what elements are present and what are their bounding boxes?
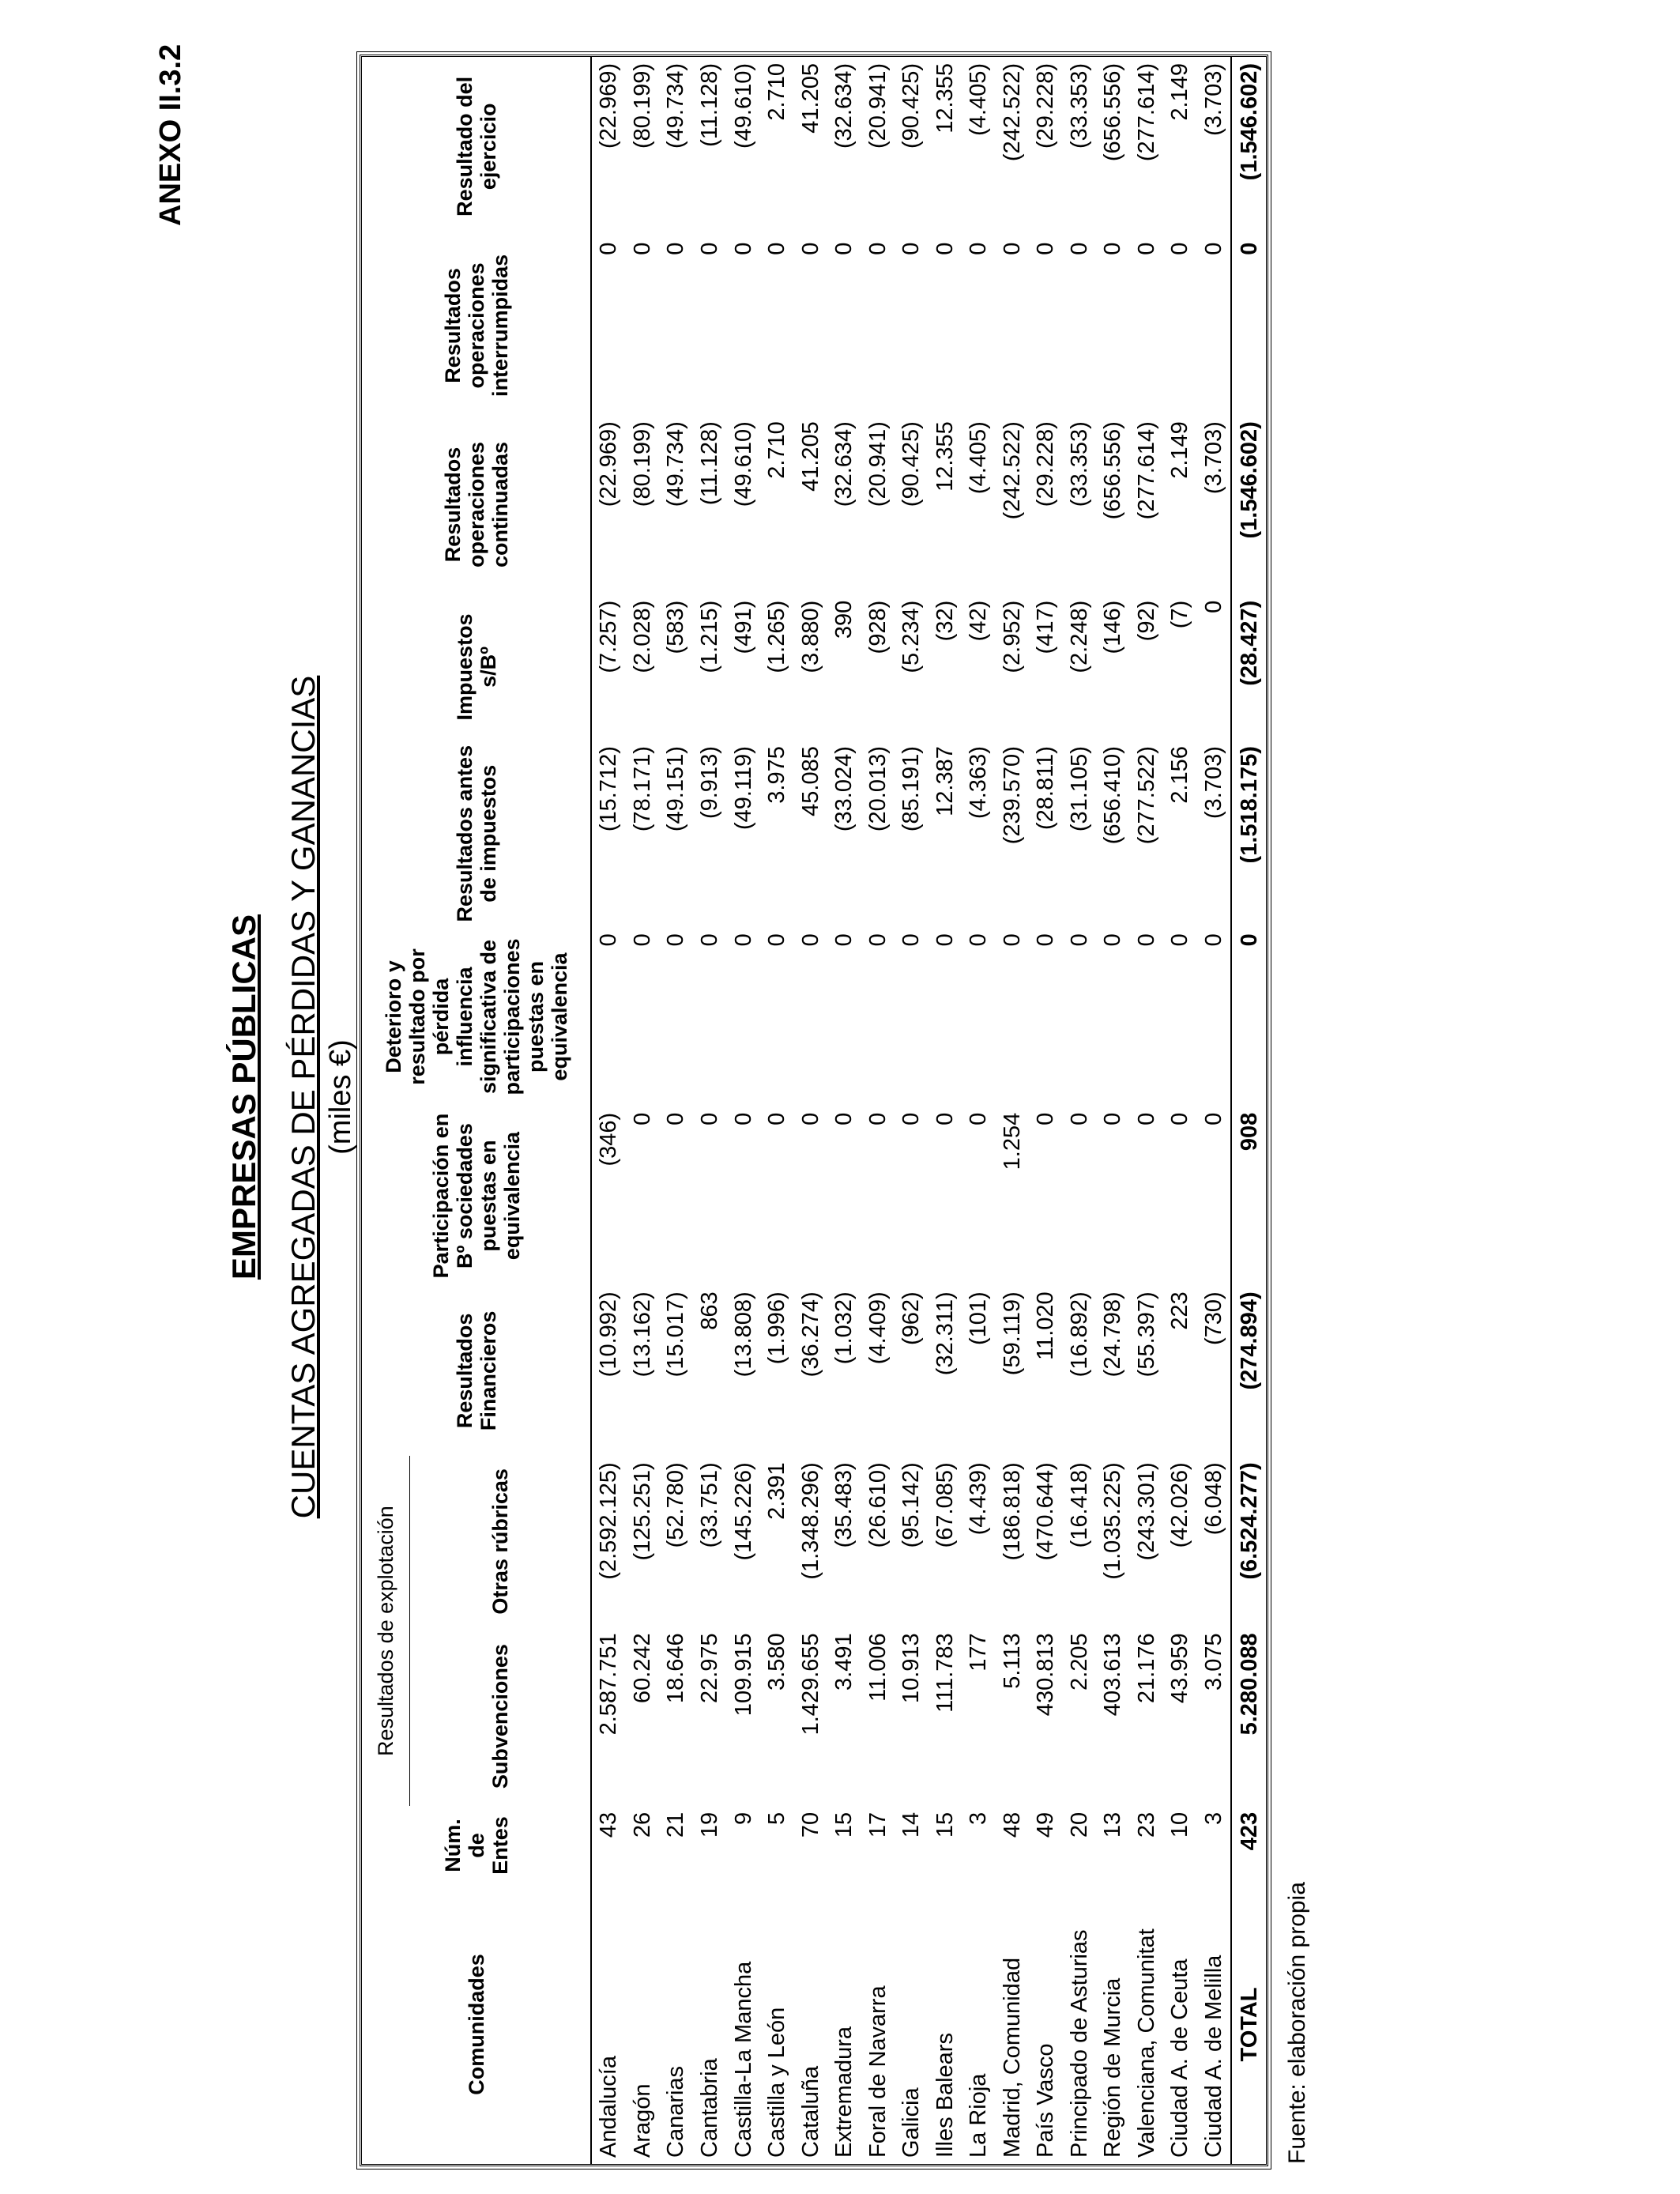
- header-interrumpidas: Resultados operaciones interrumpidas: [362, 236, 591, 416]
- cell-value: (470.644): [1033, 1462, 1059, 1561]
- cell-value: (85.191): [898, 746, 925, 832]
- header-continuadas: Resultados operaciones continuadas: [362, 415, 591, 594]
- cell-value: 0: [966, 1112, 992, 1125]
- cell-value: (1.348.296): [797, 1462, 823, 1580]
- cell-value: 0: [831, 1112, 857, 1125]
- cell-value: (42): [966, 600, 992, 642]
- cell-value: (33.024): [831, 746, 857, 832]
- cell-value: 22.975: [696, 1633, 722, 1704]
- cell-value: 19: [696, 1811, 722, 1838]
- cell-value: 2.587.751: [596, 1633, 622, 1736]
- cell-value: (55.397): [1133, 1291, 1159, 1378]
- cell-value: 423: [1231, 1806, 1266, 1885]
- cell-value: 0: [663, 1112, 689, 1125]
- cell-value: 0: [932, 242, 958, 255]
- cell-value: 0: [696, 933, 722, 947]
- cell-value: 10: [1167, 1811, 1193, 1838]
- table-row: [1062, 57, 1096, 2164]
- cell-value: 0: [999, 933, 1025, 947]
- cell-value: (16.418): [1066, 1462, 1092, 1548]
- table-row: [827, 57, 861, 2164]
- source-note: Fuente: elaboración propia: [1284, 1882, 1310, 2164]
- cell-value: 14: [898, 1811, 925, 1838]
- cell-value: 0: [730, 933, 756, 947]
- cell-value: (1.546.602): [1231, 57, 1266, 236]
- cell-value: (3.703): [1200, 421, 1226, 495]
- cell-value: (10.992): [596, 1291, 622, 1378]
- cell-value: 0: [1033, 242, 1059, 255]
- cell-value: (32.634): [831, 63, 857, 149]
- cell-value: (33.751): [696, 1462, 722, 1548]
- table-row: [995, 57, 1029, 2164]
- cell-value: 0: [1033, 1112, 1059, 1125]
- cell-value: (28.811): [1033, 746, 1059, 831]
- cell-value: (32): [932, 600, 958, 642]
- cell-value: 0: [696, 1112, 722, 1125]
- cell-value: (90.425): [898, 63, 925, 149]
- cell-value: (59.119): [999, 1291, 1025, 1376]
- cell-value: 12.355: [932, 421, 958, 492]
- cell-value: (243.301): [1133, 1462, 1159, 1561]
- cell-value: 43: [596, 1811, 622, 1838]
- cell-value: 863: [696, 1291, 722, 1330]
- cell-value: 0: [629, 1112, 655, 1125]
- cell-value: (33.353): [1066, 63, 1092, 149]
- cell-value: (49.734): [663, 421, 689, 507]
- row-name: Canarias: [663, 2065, 689, 2158]
- page-title: EMPRESAS PÚBLICAS: [225, 914, 262, 1280]
- cell-value: (2.028): [629, 600, 655, 673]
- cell-value: (2.592.125): [596, 1462, 622, 1580]
- cell-value: 0: [730, 242, 756, 255]
- cell-value: 3.975: [764, 746, 790, 804]
- cell-value: (242.522): [999, 421, 1025, 520]
- table-row: [693, 57, 727, 2164]
- cell-value: 0: [1231, 927, 1266, 1106]
- cell-value: 0: [1167, 242, 1193, 255]
- cell-value: (5.234): [898, 600, 925, 673]
- row-name: País Vasco: [1033, 2043, 1059, 2158]
- cell-value: (1.265): [764, 600, 790, 673]
- header-impuestos: Impuestos s/Bº: [362, 594, 591, 740]
- row-name: Aragón: [629, 2083, 655, 2158]
- cell-value: (29.228): [1033, 421, 1059, 507]
- cell-value: (730): [1200, 1291, 1226, 1346]
- cell-value: 111.783: [932, 1633, 958, 1713]
- cell-value: 0: [831, 242, 857, 255]
- cell-value: (277.614): [1133, 421, 1159, 520]
- cell-value: 1.429.655: [797, 1633, 823, 1736]
- cell-value: 0: [864, 1112, 891, 1125]
- cell-value: 0: [797, 1112, 823, 1125]
- cell-value: 0: [696, 242, 722, 255]
- cell-value: (6.048): [1200, 1462, 1226, 1536]
- cell-value: (101): [966, 1291, 992, 1346]
- cell-value: (49.734): [663, 63, 689, 149]
- cell-value: (346): [596, 1112, 622, 1167]
- cell-value: (42.026): [1167, 1462, 1193, 1548]
- cell-value: (80.199): [629, 421, 655, 507]
- header-num-entes: Núm. de Entes: [362, 1806, 591, 1885]
- cell-value: 15: [932, 1811, 958, 1838]
- cell-value: (1.518.175): [1231, 740, 1266, 927]
- cell-value: (24.798): [1100, 1291, 1126, 1378]
- cell-value: 908: [1231, 1106, 1266, 1286]
- cell-value: (67.085): [932, 1462, 958, 1548]
- cell-value: 12.387: [932, 746, 958, 816]
- cell-value: (962): [898, 1291, 925, 1346]
- cell-value: 41.205: [797, 63, 823, 134]
- cell-value: 21: [663, 1811, 689, 1838]
- cell-value: (15.017): [663, 1291, 689, 1378]
- cell-value: (49.119): [730, 746, 756, 831]
- cell-value: 0: [831, 933, 857, 947]
- cell-value: 2.710: [764, 63, 790, 121]
- cell-value: 0: [1167, 1112, 1193, 1125]
- header-group-explotacion: Resultados de explotación: [362, 1456, 409, 1806]
- table-row: [1096, 57, 1130, 2164]
- cell-value: (90.425): [898, 421, 925, 507]
- cell-value: 43.959: [1167, 1633, 1193, 1704]
- cell-value: 0: [1231, 236, 1266, 416]
- cell-value: (95.142): [898, 1462, 925, 1548]
- cell-value: 0: [730, 1112, 756, 1125]
- cell-value: 2.391: [764, 1462, 790, 1520]
- cell-value: (1.215): [696, 600, 722, 673]
- cell-value: (16.892): [1066, 1291, 1092, 1378]
- cell-value: (29.228): [1033, 63, 1059, 149]
- cell-value: 109.915: [730, 1633, 756, 1717]
- cell-value: (49.610): [730, 421, 756, 507]
- cell-value: 10.913: [898, 1633, 925, 1704]
- cell-value: 48: [999, 1811, 1025, 1838]
- cell-value: (3.703): [1200, 63, 1226, 136]
- table-row: [1163, 57, 1197, 2164]
- cell-value: (7): [1167, 600, 1193, 629]
- table-row: [861, 57, 895, 2164]
- row-name: Cantabria: [696, 2058, 722, 2158]
- cell-value: 60.242: [629, 1633, 655, 1704]
- cell-value: 0: [1133, 1112, 1159, 1125]
- cell-value: (277.522): [1133, 746, 1159, 845]
- cell-value: (491): [730, 600, 756, 654]
- row-name: Ciudad A. de Ceuta: [1167, 1958, 1193, 2158]
- cell-value: (4.405): [966, 63, 992, 136]
- cell-value: 0: [966, 242, 992, 255]
- cell-value: 2.149: [1167, 421, 1193, 479]
- cell-value: 3: [966, 1811, 992, 1826]
- cell-value: 0: [898, 242, 925, 255]
- cell-value: 0: [764, 242, 790, 255]
- table-row: [1196, 57, 1231, 2164]
- cell-value: 223: [1167, 1291, 1193, 1330]
- cell-value: 0: [932, 1112, 958, 1125]
- page-subtitle: CUENTAS AGREGADAS DE PÉRDIDAS Y GANANCIAS: [284, 675, 322, 1519]
- cell-value: 430.813: [1033, 1633, 1059, 1717]
- header-otras: Otras rúbricas: [409, 1456, 591, 1627]
- cell-value: 0: [663, 933, 689, 947]
- cell-value: 0: [898, 933, 925, 947]
- row-name: Foral de Navarra: [864, 1985, 891, 2158]
- cell-value: 0: [1133, 242, 1159, 255]
- cell-value: (9.913): [696, 746, 722, 820]
- cell-value: 0: [1200, 933, 1226, 947]
- header-subvenciones: Subvenciones: [409, 1627, 591, 1806]
- cell-value: 0: [864, 933, 891, 947]
- table-frame: [360, 55, 1268, 2166]
- cell-value: (11.128): [696, 63, 722, 147]
- cell-value: 0: [1066, 242, 1092, 255]
- cell-value: (4.439): [966, 1462, 992, 1536]
- cell-value: (20.941): [864, 63, 891, 149]
- cell-value: (242.522): [999, 63, 1025, 162]
- cell-value: 23: [1133, 1811, 1159, 1838]
- cell-value: (49.610): [730, 63, 756, 149]
- row-name: Principado de Asturias: [1066, 1929, 1092, 2158]
- row-name: Illes Balears: [932, 2033, 958, 2158]
- cell-value: (4.405): [966, 421, 992, 495]
- cell-value: (3.703): [1200, 746, 1226, 820]
- cell-value: (239.570): [999, 746, 1025, 845]
- table-row: [726, 57, 760, 2164]
- cell-value: (2.952): [999, 600, 1025, 673]
- cell-value: 2.149: [1167, 63, 1193, 121]
- header-participacion: Participación en Bº sociedades puestas en equivalencia: [362, 1106, 591, 1286]
- cell-value: 0: [1200, 242, 1226, 255]
- cell-value: (7.257): [596, 600, 622, 673]
- cell-value: (15.712): [596, 746, 622, 832]
- cell-value: 45.085: [797, 746, 823, 816]
- cell-value: 5.113: [999, 1633, 1025, 1689]
- row-name: Galicia: [898, 2087, 925, 2158]
- cell-value: 0: [764, 933, 790, 947]
- cell-value: 0: [663, 242, 689, 255]
- cell-value: 0: [629, 933, 655, 947]
- cell-value: 0: [1033, 933, 1059, 947]
- row-name: Extremadura: [831, 2026, 857, 2158]
- cell-value: 0: [898, 1112, 925, 1125]
- row-name: Castilla y León: [764, 2007, 790, 2158]
- cell-value: 5.280.088: [1231, 1627, 1266, 1806]
- cell-value: (31.105): [1066, 746, 1092, 832]
- cell-value: 2.205: [1066, 1633, 1092, 1691]
- cell-value: (145.226): [730, 1462, 756, 1561]
- cell-value: (78.171): [629, 746, 655, 832]
- cell-value: (656.556): [1100, 63, 1126, 162]
- cell-value: 0: [797, 933, 823, 947]
- cell-value: 0: [764, 1112, 790, 1125]
- table-row: [1129, 57, 1163, 2164]
- cell-value: 2.156: [1167, 746, 1193, 804]
- cell-value: 0: [1200, 600, 1226, 613]
- cell-value: (1.546.602): [1231, 415, 1266, 594]
- cell-value: (2.248): [1066, 600, 1092, 673]
- cell-value: 0: [966, 933, 992, 947]
- cell-value: (583): [663, 600, 689, 654]
- cell-value: (277.614): [1133, 63, 1159, 162]
- cell-value: 2.710: [764, 421, 790, 479]
- cell-value: 9: [730, 1811, 756, 1826]
- cell-value: (6.524.277): [1231, 1456, 1266, 1627]
- table-row: [659, 57, 693, 2164]
- table-row: [962, 57, 996, 2164]
- table-row: [895, 57, 929, 2164]
- table-row: [928, 57, 962, 2164]
- cell-value: (928): [864, 600, 891, 654]
- cell-value: 15: [831, 1811, 857, 1838]
- cell-value: 18.646: [663, 1633, 689, 1704]
- cell-value: (13.162): [629, 1291, 655, 1378]
- cell-value: 1.254: [999, 1112, 1025, 1171]
- cell-value: 177: [966, 1633, 992, 1672]
- header-deterioro: Deterioro y resultado por pérdida influencia significativa de participaciones puestas en equivalencia: [362, 927, 591, 1106]
- cell-value: 0: [1200, 1112, 1226, 1125]
- cell-value: 0: [864, 242, 891, 255]
- cell-value: (92): [1133, 600, 1159, 642]
- cell-value: (656.410): [1100, 746, 1126, 845]
- cell-value: 0: [999, 242, 1025, 255]
- cell-value: 13: [1100, 1811, 1126, 1838]
- cell-value: 26: [629, 1811, 655, 1838]
- cell-value: (20.013): [864, 746, 891, 832]
- header-financieros: Resultados Financieros: [362, 1285, 591, 1456]
- cell-value: 0: [596, 933, 622, 947]
- cell-value: 0: [1066, 933, 1092, 947]
- cell-value: (28.427): [1231, 594, 1266, 740]
- cell-value: 0: [1133, 933, 1159, 947]
- pyg-table: [362, 57, 1266, 2164]
- cell-value: (35.483): [831, 1462, 857, 1548]
- cell-value: 11.020: [1033, 1291, 1059, 1360]
- cell-value: 0: [1100, 1112, 1126, 1125]
- row-name: Ciudad A. de Melilla: [1200, 1955, 1226, 2158]
- cell-value: 70: [797, 1811, 823, 1838]
- cell-value: (1.035.225): [1100, 1462, 1126, 1580]
- cell-value: 0: [1100, 242, 1126, 255]
- cell-value: 403.613: [1100, 1633, 1126, 1717]
- table-body: [591, 57, 1266, 2164]
- cell-value: (11.128): [696, 421, 722, 506]
- table-row: [793, 57, 827, 2164]
- cell-value: 0: [797, 242, 823, 255]
- cell-value: (22.969): [596, 421, 622, 507]
- cell-value: (1.032): [831, 1291, 857, 1365]
- row-name: La Rioja: [966, 2073, 992, 2158]
- row-name: Región de Murcia: [1100, 1977, 1126, 2158]
- table-row: [760, 57, 794, 2164]
- cell-value: (4.363): [966, 746, 992, 820]
- cell-value: (33.353): [1066, 421, 1092, 507]
- row-name: TOTAL: [1231, 1885, 1266, 2164]
- total-row: [1231, 57, 1266, 2164]
- cell-value: (32.634): [831, 421, 857, 507]
- cell-value: 0: [1100, 933, 1126, 947]
- cell-value: 20: [1066, 1811, 1092, 1838]
- cell-value: 3: [1200, 1811, 1226, 1826]
- cell-value: (80.199): [629, 63, 655, 149]
- row-name: Castilla-La Mancha: [730, 1961, 756, 2158]
- cell-value: 390: [831, 600, 857, 639]
- row-name: Cataluña: [797, 2065, 823, 2158]
- cell-value: (22.969): [596, 63, 622, 149]
- cell-value: (417): [1033, 600, 1059, 654]
- cell-value: (26.610): [864, 1462, 891, 1548]
- cell-value: 5: [764, 1811, 790, 1826]
- table-row: [1029, 57, 1063, 2164]
- cell-value: 12.355: [932, 63, 958, 134]
- cell-value: (125.251): [629, 1462, 655, 1561]
- row-name: Madrid, Comunidad: [999, 1957, 1025, 2158]
- cell-value: 0: [1167, 933, 1193, 947]
- cell-value: (1.996): [764, 1291, 790, 1365]
- cell-value: (20.941): [864, 421, 891, 507]
- cell-value: 41.205: [797, 421, 823, 492]
- cell-value: 3.580: [764, 1633, 790, 1691]
- table-row: [626, 57, 660, 2164]
- header-antes-impuestos: Resultados antes de impuestos: [362, 740, 591, 927]
- header-comunidades: Comunidades: [362, 1885, 591, 2164]
- cell-value: 49: [1033, 1811, 1059, 1838]
- cell-value: (32.311): [932, 1291, 958, 1376]
- cell-value: 11.006: [864, 1633, 891, 1702]
- row-name: Valenciana, Comunitat: [1133, 1928, 1159, 2158]
- table-row: [591, 57, 626, 2164]
- cell-value: (186.818): [999, 1462, 1025, 1561]
- cell-value: 0: [596, 242, 622, 255]
- cell-value: (13.808): [730, 1291, 756, 1378]
- cell-value: 3.491: [831, 1633, 857, 1691]
- cell-value: (52.780): [663, 1462, 689, 1548]
- cell-value: (36.274): [797, 1291, 823, 1378]
- cell-value: (274.894): [1231, 1285, 1266, 1456]
- cell-value: (656.556): [1100, 421, 1126, 520]
- cell-value: (3.880): [797, 600, 823, 673]
- cell-value: (146): [1100, 600, 1126, 654]
- row-name: Andalucía: [596, 2056, 622, 2158]
- cell-value: (4.409): [864, 1291, 891, 1365]
- cell-value: (49.151): [663, 746, 689, 832]
- cell-value: 17: [864, 1811, 891, 1838]
- cell-value: 21.176: [1133, 1633, 1159, 1704]
- cell-value: 3.075: [1200, 1633, 1226, 1691]
- cell-value: 0: [1066, 1112, 1092, 1125]
- header-ejercicio: Resultado del ejercicio: [362, 57, 591, 236]
- annex-label: ANEXO II.3.2: [154, 43, 187, 226]
- units-label: (miles €): [324, 1039, 357, 1155]
- cell-value: 0: [932, 933, 958, 947]
- cell-value: 0: [629, 242, 655, 255]
